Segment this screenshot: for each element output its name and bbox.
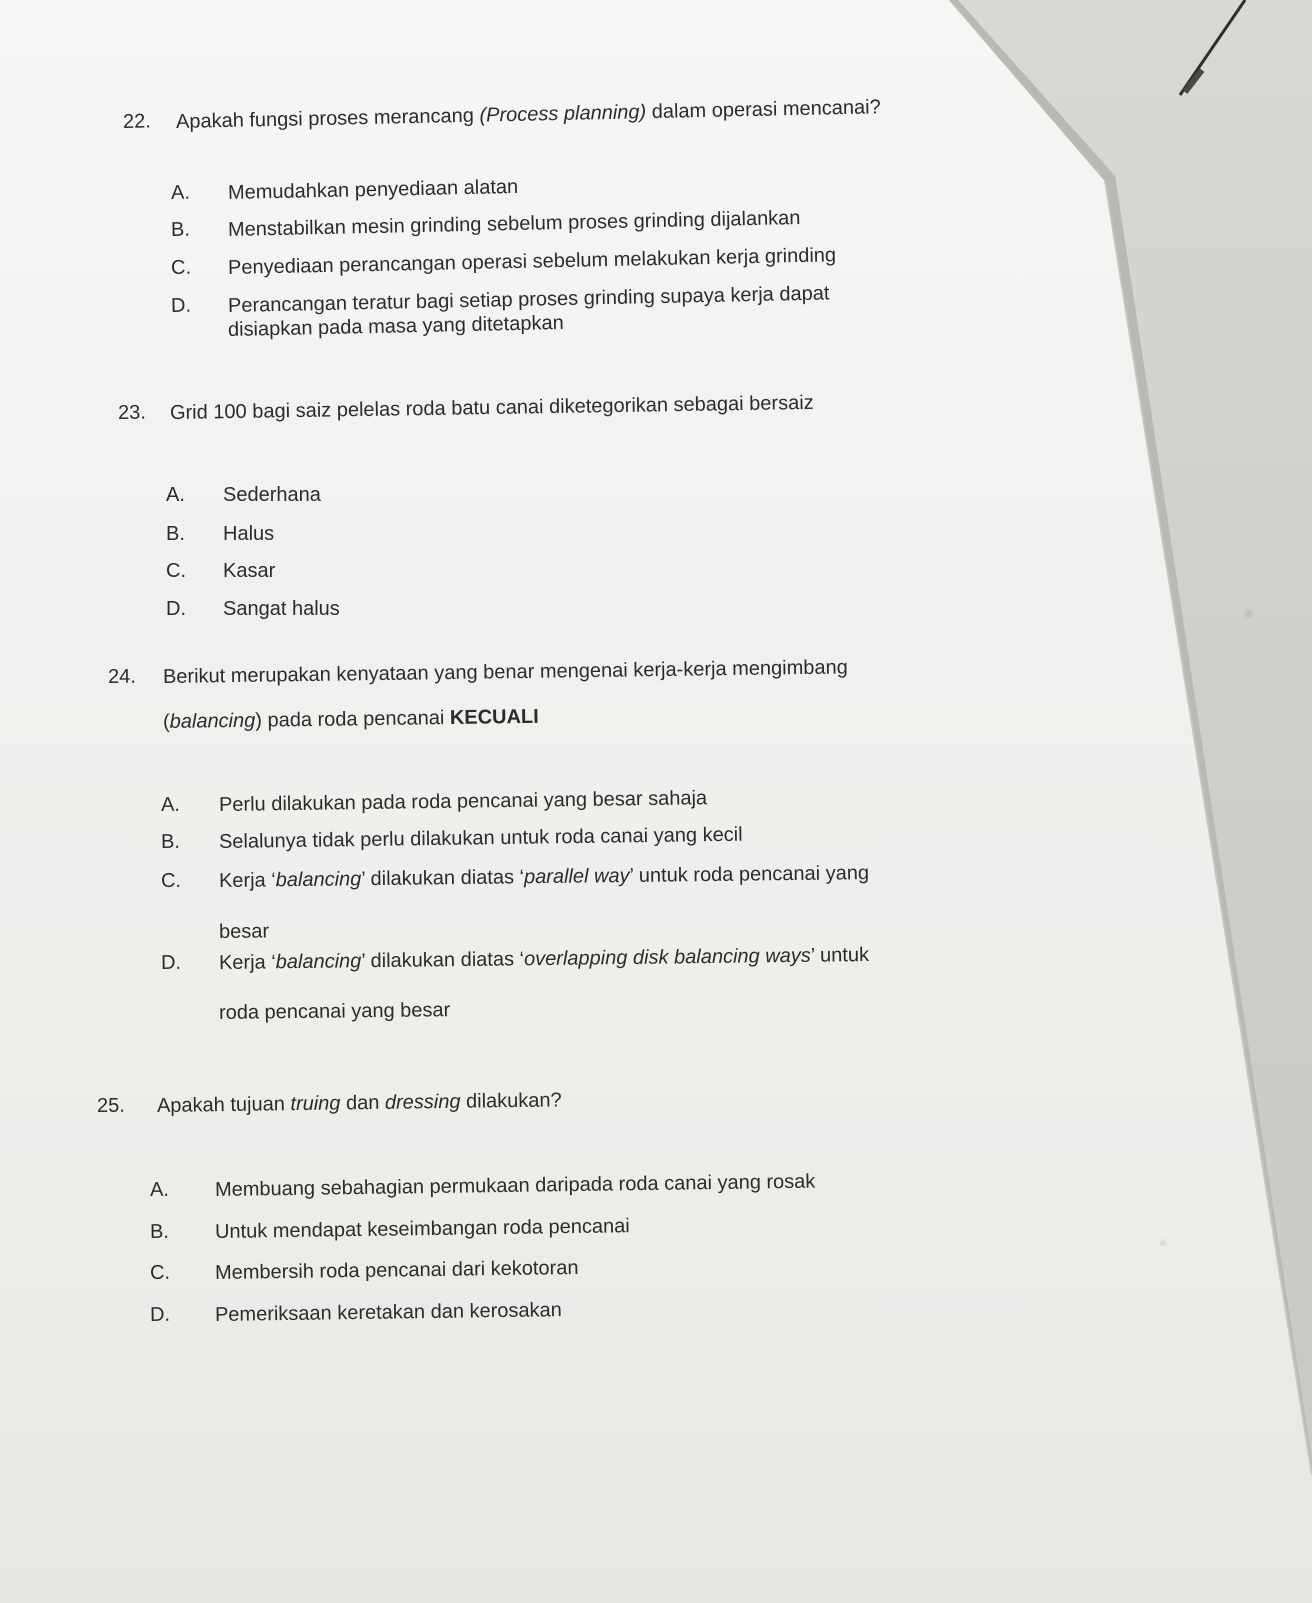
option-letter: C. <box>170 256 192 279</box>
option-text-segment: parallel way <box>523 864 630 889</box>
question-text-segment: balancing <box>169 709 256 733</box>
question-text-segment: dilakukan? <box>460 1089 562 1113</box>
option-text <box>219 921 269 942</box>
question-text-line <box>163 707 539 732</box>
option-text: Penyediaan perancangan operasi sebelum melakukan kerja grinding <box>227 244 837 279</box>
option-text: Memudahkan penyediaan alatan <box>227 175 519 204</box>
option-text: Untuk mendapat keseimbangan roda pencanai <box>214 1215 630 1243</box>
question-text-segment: ( <box>162 710 170 733</box>
option-text: disiapkan pada masa yang ditetapkan <box>227 311 564 341</box>
question-text-segment: ) pada roda pencanai <box>255 706 451 732</box>
option-text-segment: roda pencanai yang besar <box>218 999 451 1024</box>
option-text-segment: ’ untuk roda pencanai yang <box>629 862 870 887</box>
question-number: 24. <box>107 665 136 688</box>
option-text-segment: ’ untuk <box>810 944 870 967</box>
option-letter: C. <box>160 869 182 892</box>
option-text-segment: ’ dilakukan diatas ‘ <box>361 866 525 891</box>
option-letter: C. <box>149 1261 171 1284</box>
question-text-line <box>176 97 881 132</box>
option-text-segment: ’ dilakukan diatas ‘ <box>361 948 525 973</box>
option-text-segment: balancing <box>275 868 362 892</box>
question-text-segment: dalam operasi mencanai? <box>645 96 881 124</box>
question-number: 22. <box>122 110 152 133</box>
option-text-segment: Kerja ‘ <box>218 869 276 892</box>
option-letter: B. <box>149 1220 170 1243</box>
option-text: Kasar <box>223 560 276 582</box>
option-letter: D. <box>149 1303 171 1326</box>
option-letter: A. <box>149 1178 170 1201</box>
option-text: Menstabilkan mesin grinding sebelum proses grinding dijalankan <box>227 207 801 241</box>
question-text-segment: (Process planning) <box>479 101 647 127</box>
option-letter: D. <box>160 951 182 974</box>
option-letter: A. <box>166 484 185 506</box>
option-text: Membersih roda pencanai dari kekotoran <box>214 1256 579 1284</box>
question-text-segment: dressing <box>384 1090 461 1114</box>
option-text-segment: balancing <box>275 950 362 974</box>
question-text-segment: Grid 100 bagi saiz pelelas roda batu canai diketegorikan sebagai bersaiz <box>169 391 814 424</box>
question-text-segment: dan <box>340 1091 386 1115</box>
question-text-line <box>170 393 814 423</box>
question-text-segment: KECUALI <box>449 705 539 729</box>
option-text-segment: Kerja ‘ <box>218 951 276 974</box>
option-text: Perancangan teratur bagi setiap proses grinding supaya kerja dapat <box>227 282 830 317</box>
question-text-line <box>163 657 848 687</box>
option-text: Perlu dilakukan pada roda pencanai yang besar sahaja <box>218 787 708 816</box>
option-letter: D. <box>166 598 186 620</box>
option-letter: B. <box>166 523 185 545</box>
question-text-segment: Apakah fungsi proses merancang <box>175 104 480 133</box>
question-text-segment: Apakah tujuan <box>156 1093 291 1117</box>
question-text-line <box>157 1090 562 1116</box>
option-text-segment: overlapping disk balancing ways <box>523 944 811 971</box>
option-text <box>219 863 869 891</box>
option-text <box>219 945 869 973</box>
option-text: Selalunya tidak perlu dilakukan untuk roda canai yang kecil <box>218 823 743 853</box>
option-text <box>219 1000 451 1023</box>
question-text-segment: truing <box>290 1092 341 1116</box>
option-text: Sangat halus <box>223 598 340 620</box>
option-letter: D. <box>170 294 192 317</box>
option-letter: A. <box>160 793 181 816</box>
question-number: 25. <box>96 1094 125 1117</box>
question-text-segment: Berikut merupakan kenyataan yang benar mengenai kerja-kerja mengimbang <box>162 656 848 688</box>
option-letter: B. <box>160 830 181 853</box>
option-text: Membuang sebahagian permukaan daripada roda canai yang rosak <box>214 1170 816 1201</box>
option-letter: B. <box>170 218 191 241</box>
option-text: Sederhana <box>223 484 321 506</box>
option-letter: C. <box>166 560 186 582</box>
option-text: Pemeriksaan keretakan dan kerosakan <box>214 1299 562 1326</box>
option-text-segment: besar <box>218 920 270 943</box>
question-number: 23. <box>117 401 146 424</box>
option-letter: A. <box>170 181 191 204</box>
option-text: Halus <box>223 523 275 545</box>
